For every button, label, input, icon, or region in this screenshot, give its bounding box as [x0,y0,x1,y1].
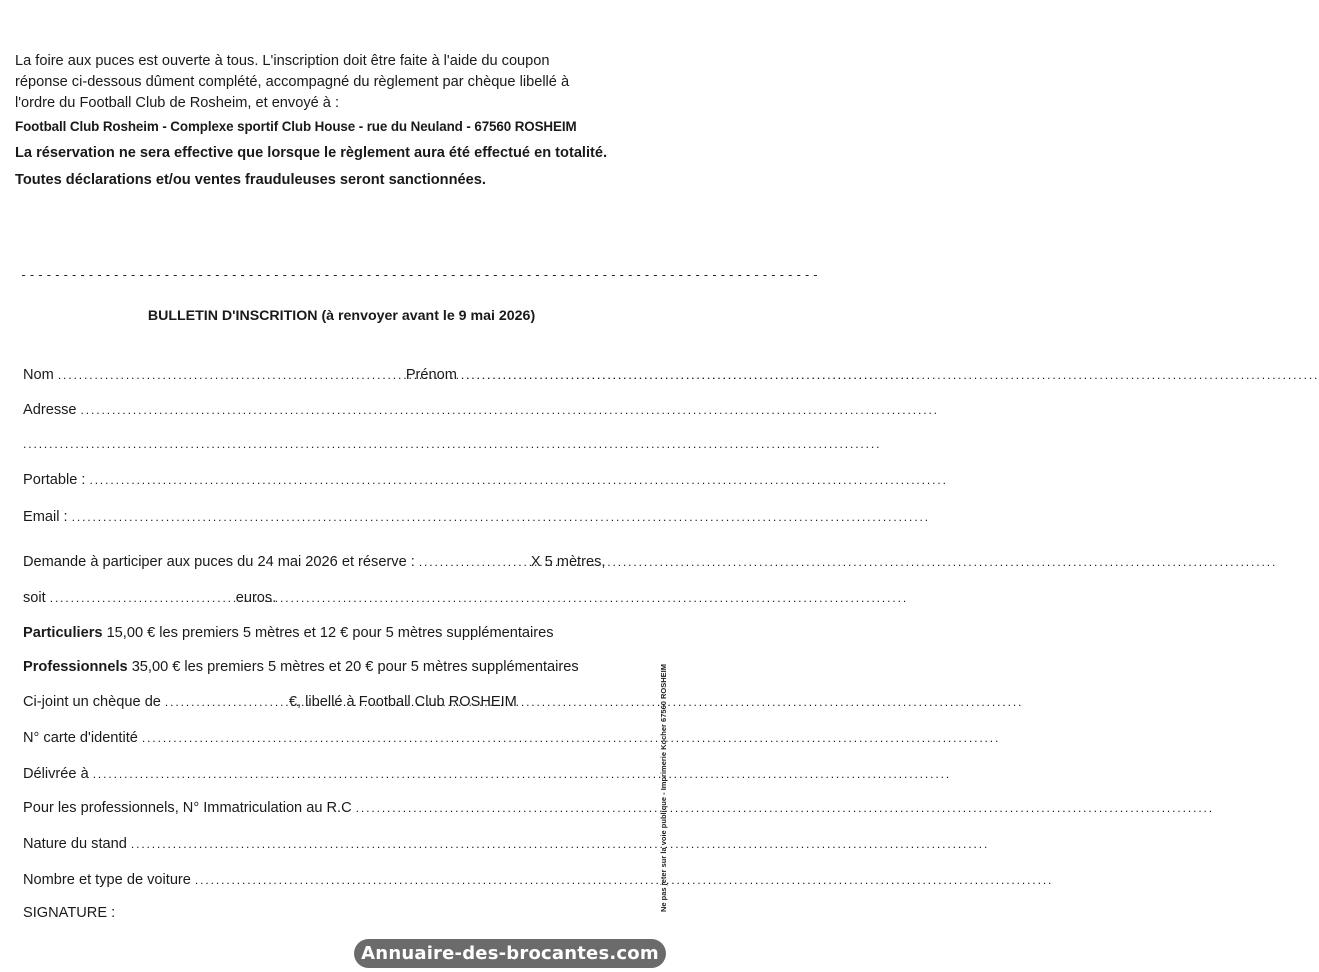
soit-label: soit [23,590,46,606]
metres-unit: X 5 mètres, [530,554,606,570]
adresse-label: Adresse [23,402,77,418]
cheque-label: Ci-joint un chèque de [23,694,161,710]
professionnels-label: Professionnels [23,659,128,675]
demande-text: Demande à participer aux puces du 24 mai 2026 et réserve : [23,554,415,570]
cheque-text: €, libellé à Football Club ROSHEIM [288,694,517,710]
nature-field[interactable] [131,837,989,851]
soit-row[interactable] [23,590,653,606]
intro-line-1: La foire aux puces est ouverte à tous. L'inscription doit être faite à l'aide du coupon [15,53,550,69]
immatriculation-field[interactable] [356,801,1214,815]
email-label: Email : [23,509,68,525]
reservation-notice: La réservation ne sera effective que lorsque le règlement aura été effectué en totalité. [15,145,608,161]
nature-label: Nature du stand [23,836,127,852]
nom-prenom-row[interactable] [23,367,653,383]
site-badge: Annuaire-des-brocantes.com [354,939,666,968]
portable-label: Portable : [23,472,86,488]
particuliers-row [23,625,554,641]
cheque-field[interactable] [165,695,281,709]
immatriculation-row[interactable] [23,800,653,816]
adresse-row[interactable] [23,402,653,418]
demande-row[interactable] [23,554,653,570]
euros-field[interactable] [50,591,228,605]
cheque-row[interactable] [23,694,653,710]
intro-line-2: réponse ci-dessous dûment complété, accompagné du règlement par chèque libellé à [15,74,570,90]
voiture-label: Nombre et type de voiture [23,872,191,888]
voiture-row[interactable] [23,872,653,888]
carte-field[interactable] [142,731,1000,745]
prenom-field[interactable] [461,368,1319,382]
adresse-field-2[interactable] [23,437,881,451]
nom-label: Nom [23,367,54,383]
carte-label: N° carte d'identité [23,730,138,746]
portable-field[interactable] [89,473,947,487]
euros-unit: euros. [235,590,277,606]
particuliers-label: Particuliers [23,625,103,641]
delivree-row[interactable] [23,766,653,782]
particuliers-text: 15,00 € les premiers 5 mètres et 12 € pour 5 mètres supplémentaires [106,625,554,641]
metres-field[interactable] [419,555,525,569]
carte-row[interactable] [23,730,653,746]
signature-label: SIGNATURE : [23,905,116,921]
club-address: Football Club Rosheim - Complexe sportif Club House - rue du Neuland - 67560 ROSHEIM [15,119,577,134]
professionnels-text: 35,00 € les premiers 5 mètres et 20 € pour 5 mètres supplémentaires [131,659,579,675]
printer-side-note: Ne pas jeter sur la voie publique - Imprimerie Kocher 67560 ROSHEIM [659,664,668,912]
fraud-notice: Toutes déclarations et/ou ventes frauduleuses seront sanctionnées. [15,172,486,188]
voiture-field[interactable] [195,873,1053,887]
prenom-label: Prénom [405,367,457,383]
delivree-field[interactable] [93,767,951,781]
delivree-label: Délivrée à [23,766,89,782]
intro-text [15,51,675,191]
adresse-line-2-row[interactable] [23,437,653,451]
portable-row[interactable] [23,472,653,488]
email-row[interactable] [23,509,653,525]
cut-line: ----------------------------------------------------------------------------------------------- [20,268,821,282]
immatriculation-label: Pour les professionnels, N° Immatriculation au R.C [23,800,352,816]
email-field[interactable] [72,510,930,524]
adresse-field[interactable] [81,403,939,417]
form-title: BULLETIN D'INSCRITION (à renvoyer avant le 9 mai 2026) [147,308,536,324]
intro-line-3: l'ordre du Football Club de Rosheim, et envoyé à : [15,95,340,111]
professionnels-row [23,659,579,675]
nom-field[interactable] [58,368,396,382]
nature-row[interactable] [23,836,653,852]
